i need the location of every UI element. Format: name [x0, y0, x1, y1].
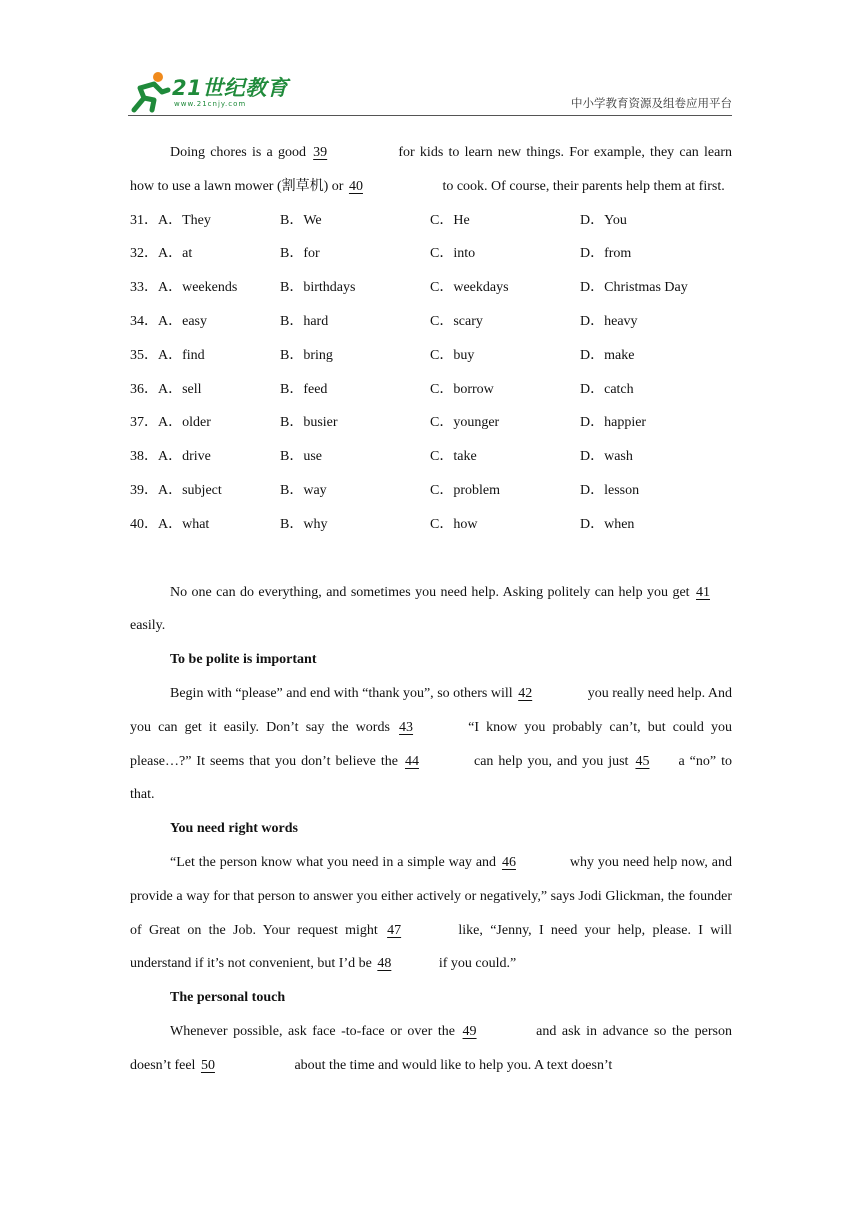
section-heading: The personal touch	[170, 990, 286, 1006]
option-row	[130, 474, 732, 508]
option-c: C．problem	[430, 482, 500, 498]
option-b: B．use	[280, 449, 322, 465]
option-a: 34．A．easy	[130, 313, 207, 329]
option-a: 32．A．at	[130, 246, 193, 262]
blank-39: 39	[313, 145, 328, 160]
option-c: C．into	[430, 246, 476, 262]
runner-logo-icon	[128, 70, 174, 114]
option-c: C．He	[430, 212, 470, 228]
option-b: B．busier	[280, 415, 338, 431]
paragraph: Begin with “please” and end with “thank you”, so others will 42 you really need help. And you can get it easily. Don’t say the words 43 “I know you probably can’t, but could you please…?” It seems that you don’t believe the 44 can help you, and you just 45 a “no” to that.	[130, 677, 732, 812]
blank-42: 42	[518, 685, 533, 701]
blank-47: 47	[387, 922, 402, 938]
option-b: B．birthdays	[280, 280, 356, 296]
page-header	[128, 64, 732, 116]
option-b: B．bring	[280, 347, 333, 363]
question-number: 32．	[130, 246, 158, 262]
option-d: D．happier	[580, 415, 647, 431]
option-d: D．make	[580, 347, 635, 363]
blank-48: 48	[377, 956, 392, 972]
option-d: D．catch	[580, 381, 634, 397]
paragraph: “Let the person know what you need in a simple way and 46 why you need help now, and provide a way for that person to answer you either actively or negatively,” says Jodi Glickman, the founder of Great on the Job. Your request might 47 like, “Jenny, I need your help, please. I will understand if it’s not convenient, but I’d be 48 if you could.”	[130, 846, 732, 981]
option-row	[130, 508, 732, 542]
option-d: D．wash	[580, 449, 633, 465]
question-number: 35．	[130, 347, 158, 363]
option-b: B．way	[280, 482, 327, 498]
question-number: 40．	[130, 516, 158, 532]
blank-41: 41	[696, 584, 710, 600]
option-c: C．scary	[430, 313, 483, 329]
option-c: C．how	[430, 516, 478, 532]
options-list	[130, 204, 732, 542]
document-body	[130, 136, 732, 1083]
blank-50: 50	[200, 1057, 215, 1073]
option-row	[130, 237, 732, 271]
option-c: C．borrow	[430, 381, 494, 397]
option-b: B．We	[280, 212, 322, 228]
question-number: 37．	[130, 415, 158, 431]
option-c: C．weekdays	[430, 280, 509, 296]
option-c: C．buy	[430, 347, 475, 363]
option-b: B．why	[280, 516, 328, 532]
option-b: B．hard	[280, 313, 329, 329]
blank-45: 45	[635, 753, 650, 769]
question-number: 33．	[130, 280, 158, 296]
option-c: C．younger	[430, 415, 500, 431]
logo-text: 21世纪教育	[172, 76, 289, 100]
section-heading: To be polite is important	[170, 652, 317, 668]
option-row	[130, 305, 732, 339]
header-divider	[128, 115, 732, 116]
question-number: 38．	[130, 449, 158, 465]
option-a: 35．A．find	[130, 347, 205, 363]
option-row	[130, 440, 732, 474]
option-row	[130, 406, 732, 440]
option-a: 38．A．drive	[130, 449, 211, 465]
platform-name: 中小学教育资源及组卷应用平台	[571, 96, 732, 110]
paragraph: No one can do everything, and sometimes you need help. Asking politely can help you get 41 easily.	[130, 576, 732, 644]
option-b: B．for	[280, 246, 320, 262]
option-a: 31．A．They	[130, 212, 211, 228]
option-d: D．Christmas Day	[580, 280, 688, 296]
paragraph: Whenever possible, ask face -to-face or over the 49 and ask in advance so the person doesn’t feel 50 about the time and would like to help you. A text doesn’t	[130, 1015, 732, 1083]
blank-44: 44	[404, 753, 419, 769]
logo	[128, 70, 298, 114]
blank-40: 40	[348, 178, 363, 194]
question-number: 39．	[130, 482, 158, 498]
option-row	[130, 373, 732, 407]
option-a: 33．A．weekends	[130, 280, 238, 296]
question-number: 31．	[130, 212, 158, 228]
option-c: C．take	[430, 449, 477, 465]
option-b: B．feed	[280, 381, 328, 397]
option-d: D．when	[580, 516, 635, 532]
logo-url: www.21cnjy.com	[174, 100, 247, 108]
blank-43: 43	[399, 719, 414, 735]
option-a: 36．A．sell	[130, 381, 202, 397]
section-heading: You need right words	[170, 821, 298, 837]
option-a: 37．A．older	[130, 415, 211, 431]
option-a: 40．A．what	[130, 516, 210, 532]
option-d: D．from	[580, 246, 632, 262]
question-number: 34．	[130, 313, 158, 329]
option-a: 39．A．subject	[130, 482, 222, 498]
option-d: D．lesson	[580, 482, 640, 498]
option-row	[130, 271, 732, 305]
option-row	[130, 204, 732, 238]
blank-49: 49	[462, 1023, 477, 1039]
option-d: D．heavy	[580, 313, 638, 329]
paragraph: Doing chores is a good 39 for kids to learn new things. For example, they can learn how to use a lawn mower (割草机) or 40 to cook. Of course, their parents help them at first.	[130, 136, 732, 204]
question-number: 36．	[130, 381, 158, 397]
option-d: D．You	[580, 212, 627, 228]
blank-46: 46	[501, 854, 516, 870]
option-row	[130, 339, 732, 373]
